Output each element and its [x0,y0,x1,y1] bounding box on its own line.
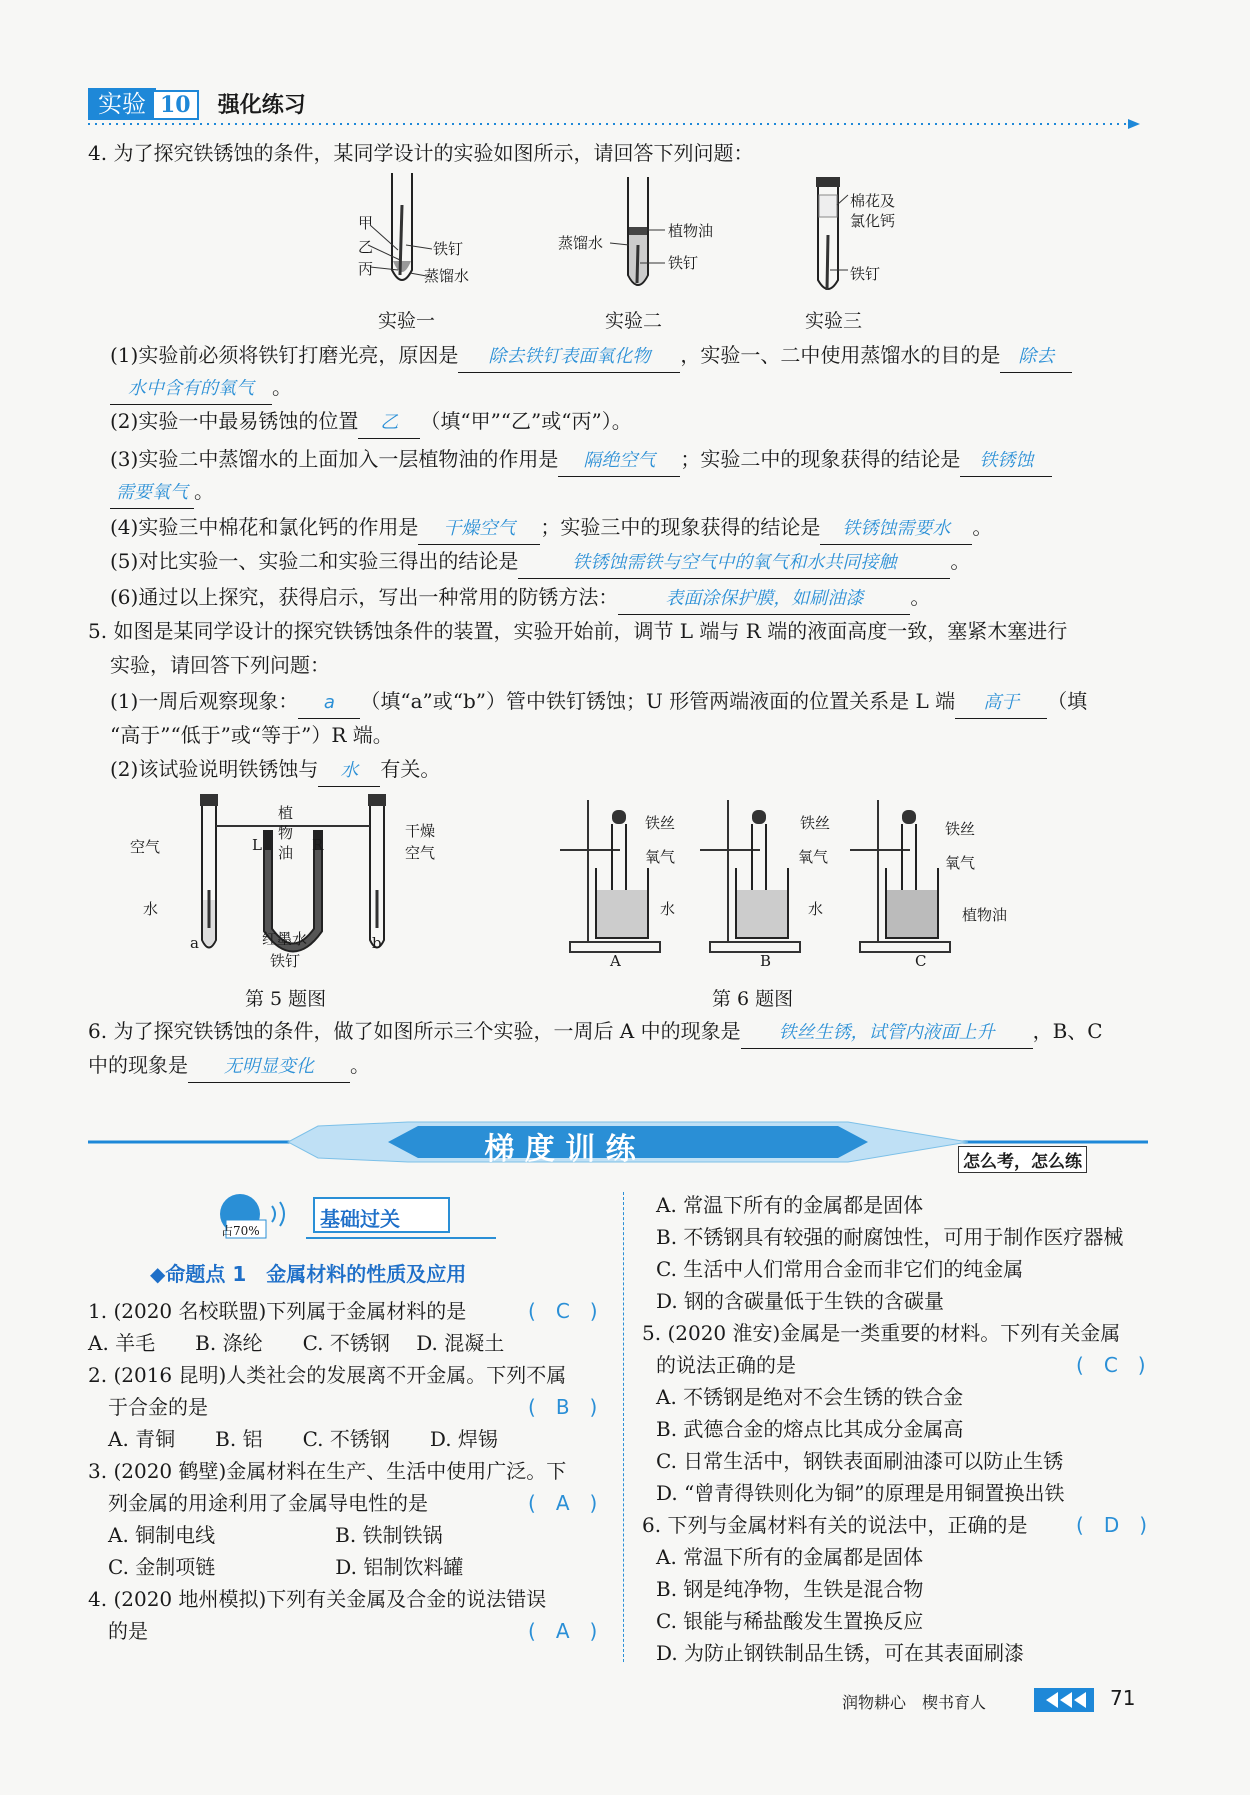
q5-choice-stem-2: 的说法正确的是 ( C ) [656,1350,1166,1380]
q5-option-c: C. 日常生活中，钢铁表面刷油漆可以防止生锈 [656,1449,1064,1473]
basic-badge-label: 基础过关 [320,1207,400,1231]
q4-part6: (6)通过以上探究，获得启示，写出一种常用的防锈方法： 表面涂保护膜，如刷油漆 。 [110,582,930,615]
answer-blank: 水中含有的氧气 [110,374,272,405]
label-L: L [252,836,262,854]
q4-stem: 4. 为了探究铁锈蚀的条件，某同学设计的实验如图所示，请回答下列问题： [88,141,754,165]
experiment-number: 10 [152,90,199,120]
q6-line2: 中的现象是 无明显变化 。 [88,1050,370,1083]
answer-blank: 除去 [1000,342,1072,373]
q4-option-c: C. 生活中人们常用合金而非它们的纯金属 [656,1257,1024,1281]
q4-option-d: D. 钢的含碳量低于生铁的含碳量 [656,1289,945,1313]
label-plant-2: 物 [278,824,294,842]
column-divider [623,1192,624,1662]
footer-arrows-icon [1034,1688,1094,1712]
q6-figure [560,790,1030,960]
caption-q5: 第 5 题图 [245,988,327,1010]
q3-stem-2: 列金属的用途利用了金属导电性的是 ( A ) [88,1488,608,1518]
q4-part2: (2)实验一中最易锈蚀的位置 乙 （填“甲”“乙”或“丙”）。 [110,406,632,439]
answer-blank: 铁丝生锈，试管内液面上升 [741,1018,1033,1049]
label-dry-1: 干燥 [405,822,436,840]
section-header [88,84,306,119]
q5-option-d: D. “曾青得铁则化为铜”的原理是用铜置换出铁 [656,1481,1065,1505]
label-b: b [372,934,382,952]
experiment-tag: 实验 [88,88,156,120]
answer-mark: ( D ) [1076,1513,1148,1537]
q3-stem: 3. (2020 鹤壁)金属材料在生产、生活中使用广泛。下 [88,1459,567,1483]
label-bing: 丙 [358,260,374,278]
q1-stem: 1. (2020 名校联盟)下列属于金属材料的是 ( C ) [88,1296,608,1326]
q5-stem-1: 5. 如图是某同学设计的探究铁锈蚀条件的装置，实验开始前，调节 L 端与 R 端的液面高度一致，塞紧木塞进行 [88,619,1068,643]
footer-motto: 润物耕心 楔书育人 [842,1693,987,1712]
label-nail-3: 铁钉 [850,265,881,283]
q4-part5: (5)对比实验一、实验二和实验三得出的结论是 铁锈蚀需铁与空气中的氧气和水共同接触 。 [110,546,970,579]
q5-part1-line2: “高于”“低于”或“等于”）R 端。 [110,723,393,747]
label-water-2: 蒸馏水 [558,234,604,252]
label-nail-5: 铁钉 [270,952,301,970]
label-C: C [915,952,927,970]
header-dotted-rule [88,118,1148,130]
q6-option-c: C. 银能与稀盐酸发生置换反应 [656,1609,924,1633]
q5-choice-stem: 5. (2020 淮安)金属是一类重要的材料。下列有关金属 [642,1321,1121,1345]
answer-blank: 干燥空气 [418,514,540,545]
answer-blank: 需要氧气 [110,478,194,509]
q3-options-2: C. 金制项链 D. 铝制饮料罐 [88,1555,464,1579]
label-air: 空气 [130,838,161,856]
label-cotton-2: 氯化钙 [850,212,896,230]
answer-blank: a [298,688,360,719]
label-plant-3: 油 [278,844,294,862]
label-water-1: 蒸馏水 [424,267,470,285]
q4-part4: (4)实验三中棉花和氯化钙的作用是 干燥空气 ；实验三中的现象获得的结论是 铁锈蚀需要水 。 [110,512,992,545]
answer-blank: 表面涂保护膜，如刷油漆 [618,584,910,615]
label-oil-2: 植物油 [668,222,714,240]
q2-stem: 2. (2016 昆明)人类社会的发展离不开金属。下列不属 [88,1363,567,1387]
caption-q6: 第 6 题图 [712,988,794,1010]
q4-option-b: B. 不锈钢具有较强的耐腐蚀性，可用于制作医疗器械 [656,1225,1124,1249]
header-title: 强化练习 [217,93,306,118]
label-oxygen-b: 氧气 [798,848,829,866]
label-wire-a: 铁丝 [645,814,676,832]
q6-line1: 6. 为了探究铁锈蚀的条件，做了如图所示三个实验，一周后 A 中的现象是 铁丝生锈，试管内液面上升 ，B、C [88,1016,1103,1049]
banner-title: 梯 度 训 练 [484,1132,636,1167]
answer-blank: 高于 [955,688,1047,719]
q1-options: A. 羊毛 B. 涤纶 C. 不锈钢 D. 混凝土 [88,1331,505,1355]
answer-mark: ( B ) [528,1395,598,1419]
answer-blank: 无明显变化 [188,1052,350,1083]
caption-exp2: 实验二 [605,310,663,332]
answer-mark: ( A ) [528,1619,598,1643]
label-a: a [190,934,199,952]
answer-blank: 水 [318,756,380,787]
answer-blank: 铁锈蚀 [960,446,1052,477]
answer-mark: ( A ) [528,1491,598,1515]
label-water-5: 水 [143,900,159,918]
label-water-b: 水 [808,900,824,918]
answer-mark: ( C ) [528,1299,598,1323]
label-cotton-1: 棉花及 [850,192,896,210]
topic-1-heading: ◆命题点 1 金属材料的性质及应用 [150,1262,467,1286]
answer-blank: 隔绝空气 [558,446,680,477]
label-yi: 乙 [358,238,374,256]
right-question-column [642,1190,1152,1668]
label-B: B [760,952,772,970]
label-A: A [610,952,621,970]
q2-stem-2: 于合金的是 ( B ) [88,1392,608,1422]
q6-choice-stem: 6. 下列与金属材料有关的说法中，正确的是 ( D ) [642,1510,1152,1540]
q4-part1: (1)实验前必须将铁钉打磨光亮，原因是 除去铁钉表面氧化物 ，实验一、二中使用蒸馏水的目的是 除去 [110,340,1072,373]
left-question-column [88,1296,608,1646]
q6-option-a: A. 常温下所有的金属都是固体 [656,1545,924,1569]
page-number: 71 [1110,1686,1136,1710]
label-nail-1: 铁钉 [433,240,464,258]
label-plant-1: 植 [278,804,294,822]
q2-options: A. 青铜 B. 铝 C. 不锈钢 D. 焊锡 [88,1427,498,1451]
banner-slogan: 怎么考，怎么练 [958,1146,1087,1173]
q3-options-1: A. 铜制电线 B. 铁制铁锅 [88,1523,443,1547]
label-oxygen-c: 氧气 [945,854,976,872]
label-dry-2: 空气 [405,844,436,862]
label-nail-2: 铁钉 [668,254,699,272]
q4-part3-line2: 需要氧气 。 [110,476,214,509]
caption-exp1: 实验一 [378,310,436,332]
label-oil-c: 植物油 [962,906,1008,924]
caption-exp3: 实验三 [805,310,863,332]
answer-blank: 乙 [358,408,420,439]
q6-option-d: D. 为防止钢铁制品生锈，可在其表面刷漆 [656,1641,1025,1665]
q4-part1-line2: 水中含有的氧气 。 [110,372,292,405]
q5-option-a: A. 不锈钢是绝对不会生锈的铁合金 [656,1385,964,1409]
q5-option-b: B. 武德合金的熔点比其成分金属高 [656,1417,964,1441]
q5-part1: (1)一周后观察现象： a （填“a”或“b”）管中铁钉锈蚀；U 形管两端液面的位置关系是 L 端 高于 （填 [110,686,1087,719]
answer-mark: ( C ) [1076,1353,1146,1377]
label-wire-b: 铁丝 [800,814,831,832]
answer-blank: 铁锈蚀需要水 [820,514,972,545]
q4-part3: (3)实验二中蒸馏水的上面加入一层植物油的作用是 隔绝空气 ；实验二中的现象获得的结论是 铁锈蚀 [110,444,1052,477]
answer-blank: 除去铁钉表面氧化物 [458,342,680,373]
label-R: R [312,836,324,854]
q4-choice-stem: 4. (2020 地州模拟)下列有关金属及合金的说法错误 [88,1587,547,1611]
q6-option-b: B. 钢是纯净物，生铁是混合物 [656,1577,924,1601]
label-oxygen-a: 氧气 [645,848,676,866]
q4-option-a: A. 常温下所有的金属都是固体 [656,1193,924,1217]
label-ink: 红墨水 [262,930,308,948]
q5-stem-2: 实验，请回答下列问题： [110,653,330,677]
q4-choice-stem-2: 的是 ( A ) [88,1616,608,1646]
q5-part2: (2)该试验说明铁锈蚀与 水 有关。 [110,754,440,787]
label-water-a: 水 [660,900,676,918]
label-wire-c: 铁丝 [945,820,976,838]
basic-percent: 占70% [221,1224,260,1238]
label-jia: 甲 [358,214,374,232]
answer-blank: 铁锈蚀需铁与空气中的氧气和水共同接触 [518,548,950,579]
